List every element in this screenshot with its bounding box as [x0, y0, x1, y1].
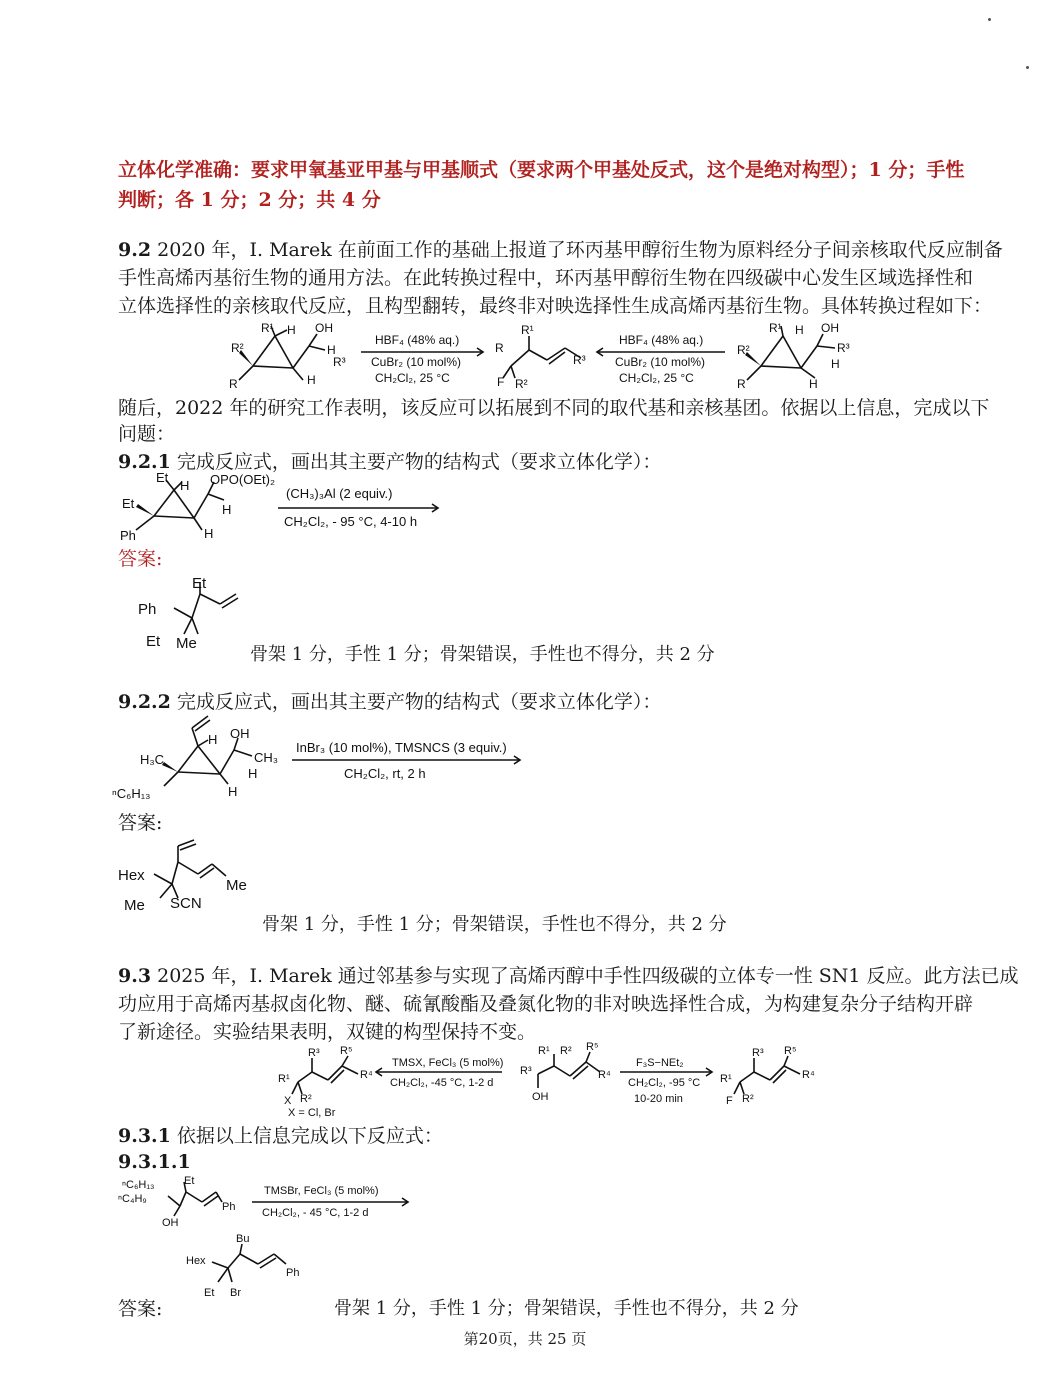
svg-text:F: F: [726, 1095, 733, 1107]
svg-text:Hex: Hex: [186, 1255, 206, 1267]
svg-text:R¹: R¹: [521, 323, 534, 337]
grading-note-line1: 立体化学准确：要求甲氧基亚甲基与甲基顺式（要求两个甲基处反式，这个是绝对构型）；1 分；手性: [118, 159, 965, 181]
svg-text:Et: Et: [156, 470, 169, 485]
q92-line1: 9.2 2020 年，I. Marek 在前面工作的基础上报道了环丙基甲醇衍生物为原料经分子间亲核取代反应制备: [118, 239, 1003, 261]
q93-left-conditions: CH₂Cl₂, -45 °C, 1-2 d: [390, 1077, 494, 1089]
svg-text:OH: OH: [162, 1217, 179, 1229]
q92-right-conditions: CH₂Cl₂, 25 °C: [619, 371, 694, 385]
q93-scheme: [276, 1041, 836, 1120]
q92-number: 9.2: [118, 239, 152, 261]
q921-number: 9.2.1: [118, 451, 171, 473]
q93-right-conditions: CH₂Cl₂, -95 °C: [628, 1077, 701, 1089]
svg-text:R²: R²: [737, 343, 750, 357]
svg-text:R³: R³: [333, 355, 346, 369]
svg-text:R¹: R¹: [769, 321, 782, 335]
svg-text:R¹: R¹: [720, 1073, 732, 1085]
svg-text:OH: OH: [821, 321, 839, 335]
q93-line3: 了新途径。实验结果表明，双键的构型保持不变。: [118, 1021, 537, 1043]
svg-text:H: H: [222, 502, 232, 517]
svg-text:H: H: [327, 343, 336, 357]
svg-text:R²: R²: [231, 341, 244, 355]
q921-reagent: (CH₃)₃Al (2 equiv.): [286, 486, 393, 501]
q922-number: 9.2.2: [118, 691, 171, 713]
q922-conditions: CH₂Cl₂, rt, 2 h: [344, 766, 426, 781]
svg-text:Ph: Ph: [120, 528, 136, 543]
svg-text:OH: OH: [315, 321, 333, 335]
svg-text:R²: R²: [515, 377, 528, 391]
q92-right-reagent: HBF₄ (48% aq.): [619, 333, 704, 347]
q9311-number: 9.3.1.1: [118, 1151, 191, 1173]
q922-score: 骨架 1 分，手性 1 分；骨架错误，手性也不得分，共 2 分: [262, 914, 727, 935]
q92-right-catalyst: CuBr₂ (10 mol%): [615, 355, 706, 369]
svg-text:F: F: [497, 375, 505, 389]
svg-text:R³: R³: [752, 1047, 764, 1059]
svg-text:Et: Et: [204, 1287, 215, 1299]
svg-text:Hex: Hex: [118, 867, 145, 884]
q921-conditions: CH₂Cl₂, - 95 °C, 4-10 h: [284, 514, 418, 529]
svg-text:Ph: Ph: [138, 601, 157, 618]
q922-answer-structure: [116, 836, 266, 916]
q92-line3: 立体选择性的亲核取代反应，且构型翻转，最终非对映选择性生成高烯丙基衍生物。具体转换过程如下：: [118, 295, 993, 317]
q92-left-substrate: [229, 321, 346, 391]
q921-scheme: [118, 470, 458, 544]
q9311-conditions: CH₂Cl₂, - 45 °C, 1-2 d: [262, 1207, 369, 1219]
svg-text:OH: OH: [532, 1091, 549, 1103]
page-footer: 第20页，共 25 页: [463, 1330, 587, 1348]
svg-text:R²: R²: [742, 1093, 754, 1105]
svg-text:H: H: [204, 526, 214, 541]
svg-text:R⁴: R⁴: [598, 1069, 611, 1081]
svg-text:H: H: [831, 357, 840, 371]
svg-text:Me: Me: [176, 635, 197, 652]
svg-text:OH: OH: [230, 726, 250, 741]
svg-text:Ph: Ph: [222, 1201, 236, 1213]
q92-left-reagent: HBF₄ (48% aq.): [375, 333, 460, 347]
svg-text:Ph: Ph: [286, 1267, 300, 1279]
svg-text:H: H: [180, 478, 190, 493]
svg-text:R²: R²: [560, 1045, 572, 1057]
q93-line1: 9.3 2025 年，I. Marek 通过邻基参与实现了高烯丙醇中手性四级碳的立体专一性 SN1 反应。此方法已成: [118, 965, 1019, 987]
svg-text:R: R: [495, 341, 504, 355]
q922-line: 9.2.2 完成反应式，画出其主要产物的结构式（要求立体化学）：: [118, 691, 662, 713]
q922-answer-label: 答案:: [118, 812, 163, 834]
svg-text:OPO(OEt)₂: OPO(OEt)₂: [210, 472, 275, 487]
q93-line2: 功应用于高烯丙基叔卤化物、醚、硫氰酸酯及叠氮化物的非对映选择性合成，为构建复杂分子结构开辟: [118, 993, 974, 1015]
svg-text:Bu: Bu: [236, 1233, 250, 1245]
svg-text:R⁵: R⁵: [340, 1045, 353, 1057]
svg-text:H: H: [287, 323, 296, 337]
svg-text:ⁿC₆H₁₃: ⁿC₆H₁₃: [122, 1179, 155, 1191]
svg-text:R³: R³: [837, 341, 850, 355]
q92-left-catalyst: CuBr₂ (10 mol%): [371, 355, 462, 369]
q931-number: 9.3.1: [118, 1125, 171, 1147]
svg-text:R³: R³: [308, 1047, 320, 1059]
svg-text:Et: Et: [192, 575, 207, 592]
svg-text:H₃C: H₃C: [140, 752, 165, 767]
svg-text:CH₃: CH₃: [254, 750, 279, 765]
svg-text:R¹: R¹: [261, 321, 274, 335]
svg-text:R²: R²: [300, 1093, 312, 1105]
q92-left-conditions: CH₂Cl₂, 25 °C: [375, 371, 450, 385]
svg-text:H: H: [307, 373, 316, 387]
q921-line: 9.2.1 完成反应式，画出其主要产物的结构式（要求立体化学）：: [118, 451, 662, 473]
svg-text:ⁿC₄H₉: ⁿC₄H₉: [118, 1193, 147, 1205]
q92-line2: 手性高烯丙基衍生物的通用方法。在此转换过程中，环丙基甲醇衍生物在四级碳中心发生区域选择性和: [118, 267, 974, 289]
svg-text:R³: R³: [520, 1065, 532, 1077]
grading-note-line2: 判断；各 1 分；2 分；共 4 分: [118, 189, 381, 211]
q922-reagent: InBr₃ (10 mol%), TMSNCS (3 equiv.): [296, 740, 507, 755]
q93-number: 9.3: [118, 965, 152, 987]
svg-text:R: R: [737, 377, 746, 391]
q921-answer-structure: [136, 572, 256, 652]
svg-text:R¹: R¹: [278, 1073, 290, 1085]
q9311-reagent: TMSBr, FeCl₃ (5 mol%): [264, 1185, 379, 1197]
svg-text:R³: R³: [573, 353, 586, 367]
q93-right-time: 10-20 min: [634, 1093, 683, 1105]
svg-text:H: H: [228, 784, 238, 799]
q92-right-substrate: [737, 321, 850, 391]
svg-text:H: H: [208, 732, 218, 747]
svg-text:R⁴: R⁴: [360, 1069, 373, 1081]
svg-text:ⁿC₆H₁₃: ⁿC₆H₁₃: [112, 786, 151, 801]
svg-text:Et: Et: [184, 1175, 195, 1187]
svg-text:Me: Me: [226, 877, 247, 894]
q93-x-note: X = Cl, Br: [288, 1107, 336, 1119]
svg-text:Et: Et: [122, 496, 135, 511]
svg-text:H: H: [795, 323, 804, 337]
svg-text:Me: Me: [124, 897, 145, 914]
q9311-scheme: [118, 1174, 428, 1234]
svg-text:R⁴: R⁴: [802, 1069, 815, 1081]
svg-text:H: H: [809, 377, 818, 391]
q93-right-reagent: F₃S−NEt₂: [636, 1057, 684, 1069]
q93-left-reagent: TMSX, FeCl₃ (5 mol%): [392, 1057, 504, 1069]
q92-after-line2: 问题：: [118, 423, 176, 445]
svg-text:R: R: [229, 377, 238, 391]
q92-product: [495, 323, 586, 391]
q92-scheme: [225, 322, 875, 394]
svg-text:R⁵: R⁵: [784, 1045, 797, 1057]
q9311-answer-structure: [186, 1234, 316, 1304]
q931-score: 骨架 1 分，手性 1 分；骨架错误，手性也不得分，共 2 分: [334, 1298, 799, 1319]
svg-text:X: X: [284, 1095, 292, 1107]
q931-answer-label: 答案:: [118, 1298, 163, 1320]
q931-line: 9.3.1 依据以上信息完成以下反应式：: [118, 1125, 443, 1147]
svg-text:R⁵: R⁵: [586, 1041, 599, 1053]
q92-after-line1: 随后，2022 年的研究工作表明，该反应可以拓展到不同的取代基和亲核基团。依据以上信息，完成以下: [118, 397, 990, 419]
svg-text:H: H: [248, 766, 258, 781]
q921-answer-label: 答案:: [118, 548, 163, 570]
q921-score: 骨架 1 分，手性 1 分；骨架错误，手性也不得分，共 2 分: [250, 644, 715, 665]
svg-text:R¹: R¹: [538, 1045, 550, 1057]
svg-text:Et: Et: [146, 633, 161, 650]
svg-text:SCN: SCN: [170, 895, 202, 912]
svg-text:Br: Br: [230, 1287, 241, 1299]
q922-scheme: [112, 712, 532, 802]
